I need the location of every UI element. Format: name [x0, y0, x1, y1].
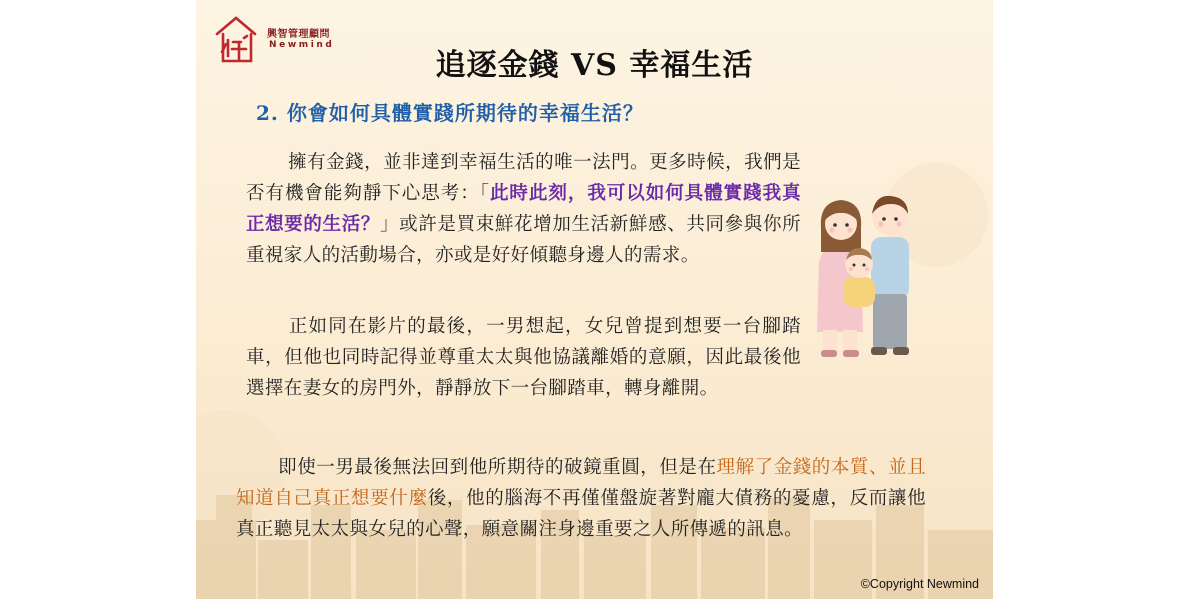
paragraph-3-text-a: 即使一男最後無法回到他所期待的破鏡重圓，但是在: [278, 457, 717, 478]
logo-name-zh: 興智管理顧問: [267, 29, 330, 40]
paragraph-1-highlight: 此時此刻，我可以如何具體實踐我真正想要的生活？: [246, 183, 802, 235]
family-illustration: [811, 182, 921, 372]
slide: [196, 0, 993, 599]
paragraph-3: [236, 452, 926, 545]
paragraph-3-highlight: 理解了金錢的本質、並且知道自己真正想要什麼: [236, 457, 927, 509]
slide-subtitle: 2. 你會如何具體實踐所期待的幸福生活？: [256, 101, 644, 125]
paragraph-1-text-b: 」或許是買束鮮花增加生活新鮮感、共同參與你所重視家人的活動場合，亦或是好好傾聽身邊人的需求。: [246, 214, 801, 266]
paragraph-1-text-a: 擁有金錢，並非達到幸福生活的唯一法門。更多時候，我們是否有機會能夠靜下心思考：「: [246, 152, 801, 204]
copyright-notice: ©Copyright Newmind: [860, 577, 979, 591]
paragraph-3-text-b: 後，他的腦海不再僅僅盤旋著對龐大債務的憂慮，反而讓他真正聽見太太與女兒的心聲，願意關注身邊重要之人所傳遞的訊息。: [236, 488, 926, 540]
paragraph-2: [246, 311, 801, 404]
slide-title: 追逐金錢 VS 幸福生活: [435, 48, 754, 83]
logo-name-en: Newmind: [269, 40, 335, 50]
paragraph-2-text: 正如同在影片的最後，一男想起，女兒曾提到想要一台腳踏車，但他也同時記得並尊重太太與他協議離婚的意願，因此最後他選擇在妻女的房門外，靜靜放下一台腳踏車，轉身離開。: [246, 316, 801, 399]
paragraph-1: [246, 147, 801, 271]
